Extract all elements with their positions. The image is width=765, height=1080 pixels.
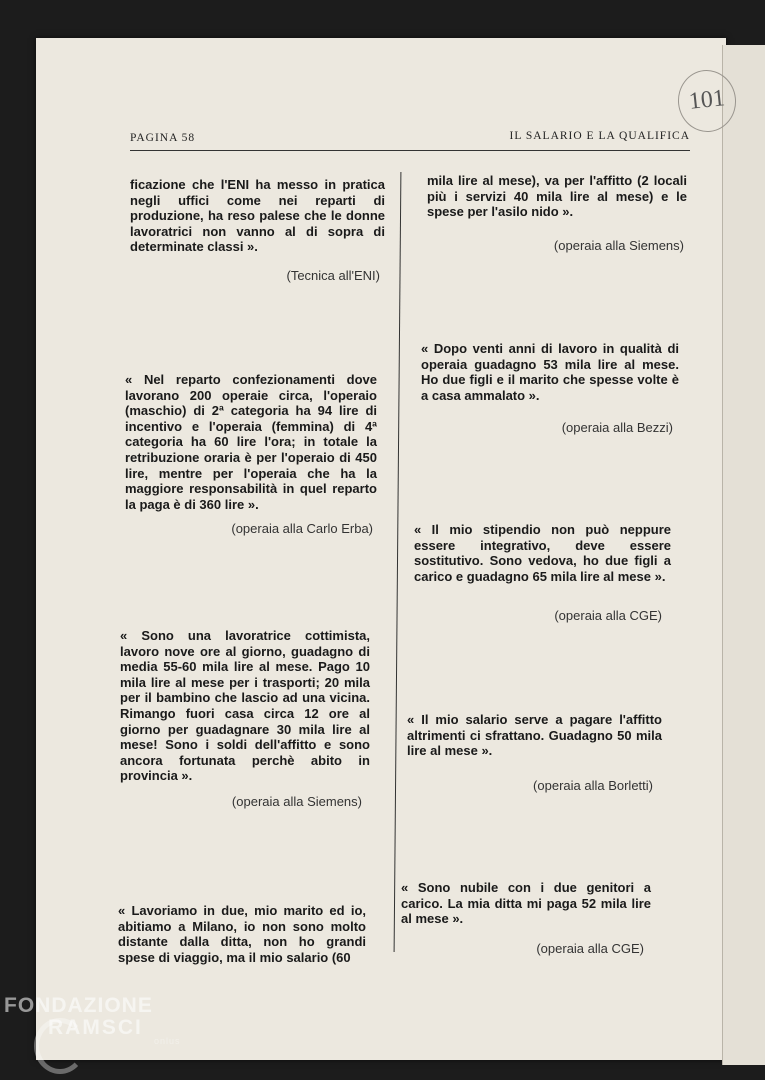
right-attribution-4: (operaia alla Borletti) (533, 778, 653, 793)
watermark (4, 994, 194, 1046)
header-page-label: PAGINA 58 (130, 132, 196, 144)
right-attribution-1: (operaia alla Siemens) (553, 238, 684, 253)
right-quote-1: mila lire al mese), va per l'affitto (2 locali più i servizi 40 mila lire al mese) e le spese per l'asilo nido ». (427, 173, 687, 220)
left-quote-1: ficazione che l'ENI ha messo in pratica negli uffici come nei reparti di produzione, ha reso palese che le donne lavoratrici non vanno al di sopra di determinate classi ». (130, 177, 385, 255)
right-quote-5: « Sono nubile con i due genitori a carico. La mia ditta mi paga 52 mila lire al mese ». (401, 880, 651, 927)
right-attribution-3: (operaia alla CGE) (554, 608, 662, 623)
adjacent-page-edge (722, 45, 765, 1065)
right-quote-4: « Il mio salario serve a pagare l'affitto altrimenti ci sfrattano. Guadagno 50 mila lire al mese ». (407, 712, 662, 759)
right-attribution-5: (operaia alla CGE) (536, 941, 644, 956)
left-attribution-2: (operaia alla Carlo Erba) (231, 521, 373, 536)
watermark-line-3: onlus (154, 1036, 181, 1046)
handwritten-page-number: 101 (675, 67, 739, 135)
right-quote-3: « Il mio stipendio non può neppure essere integrativo, deve essere sostitutivo. Sono vedova, ho due figli a carico e guadagno 65 mila lire al mese ». (414, 522, 671, 584)
running-header (130, 132, 690, 151)
right-quote-2: « Dopo venti anni di lavoro in qualità di operaia guadagno 53 mila lire al mese. Ho due figli e il marito che spesse volte è a casa ammalato ». (421, 341, 679, 403)
header-section-title: IL SALARIO E LA QUALIFICA (509, 130, 690, 142)
right-attribution-2: (operaia alla Bezzi) (561, 420, 673, 435)
left-attribution-3: (operaia alla Siemens) (231, 794, 362, 809)
watermark-line-1: FONDAZIONE (4, 994, 153, 1017)
left-quote-2: « Nel reparto confezionamenti dove lavorano 200 operaie circa, l'operaio (maschio) di 2ª categoria ha 94 lire di incentivo e l'operaia (femmina) di 4ª categoria ha 60 lire l'ora; in totale la retribuzione oraria è per l'operaio di 450 lire, mentre per l'operaia che ha la maggiore responsabilità in quel reparto la paga è di 360 lire ». (125, 372, 377, 512)
left-quote-3: « Sono una lavoratrice cottimista, lavoro nove ore al giorno, guadagno di media 55-60 mila lire al mese. Pago 10 mila lire al mese per i trasporti; 20 mila per il bambino che lascio ad una vicina. Rimango fuori casa circa 12 ore al giorno per guadagnare 30 mila lire al mese! Sono i soldi dell'affitto e sono ancora fortunata perchè abito in provincia ». (120, 628, 370, 784)
watermark-line-2: RAMSCI (48, 1016, 143, 1039)
left-attribution-1: (Tecnica all'ENI) (286, 268, 380, 283)
left-quote-4: « Lavoriamo in due, mio marito ed io, abitiamo a Milano, io non sono molto distante dalla ditta, non ho grandi spese di viaggio, ma il mio salario (60 (118, 903, 366, 965)
